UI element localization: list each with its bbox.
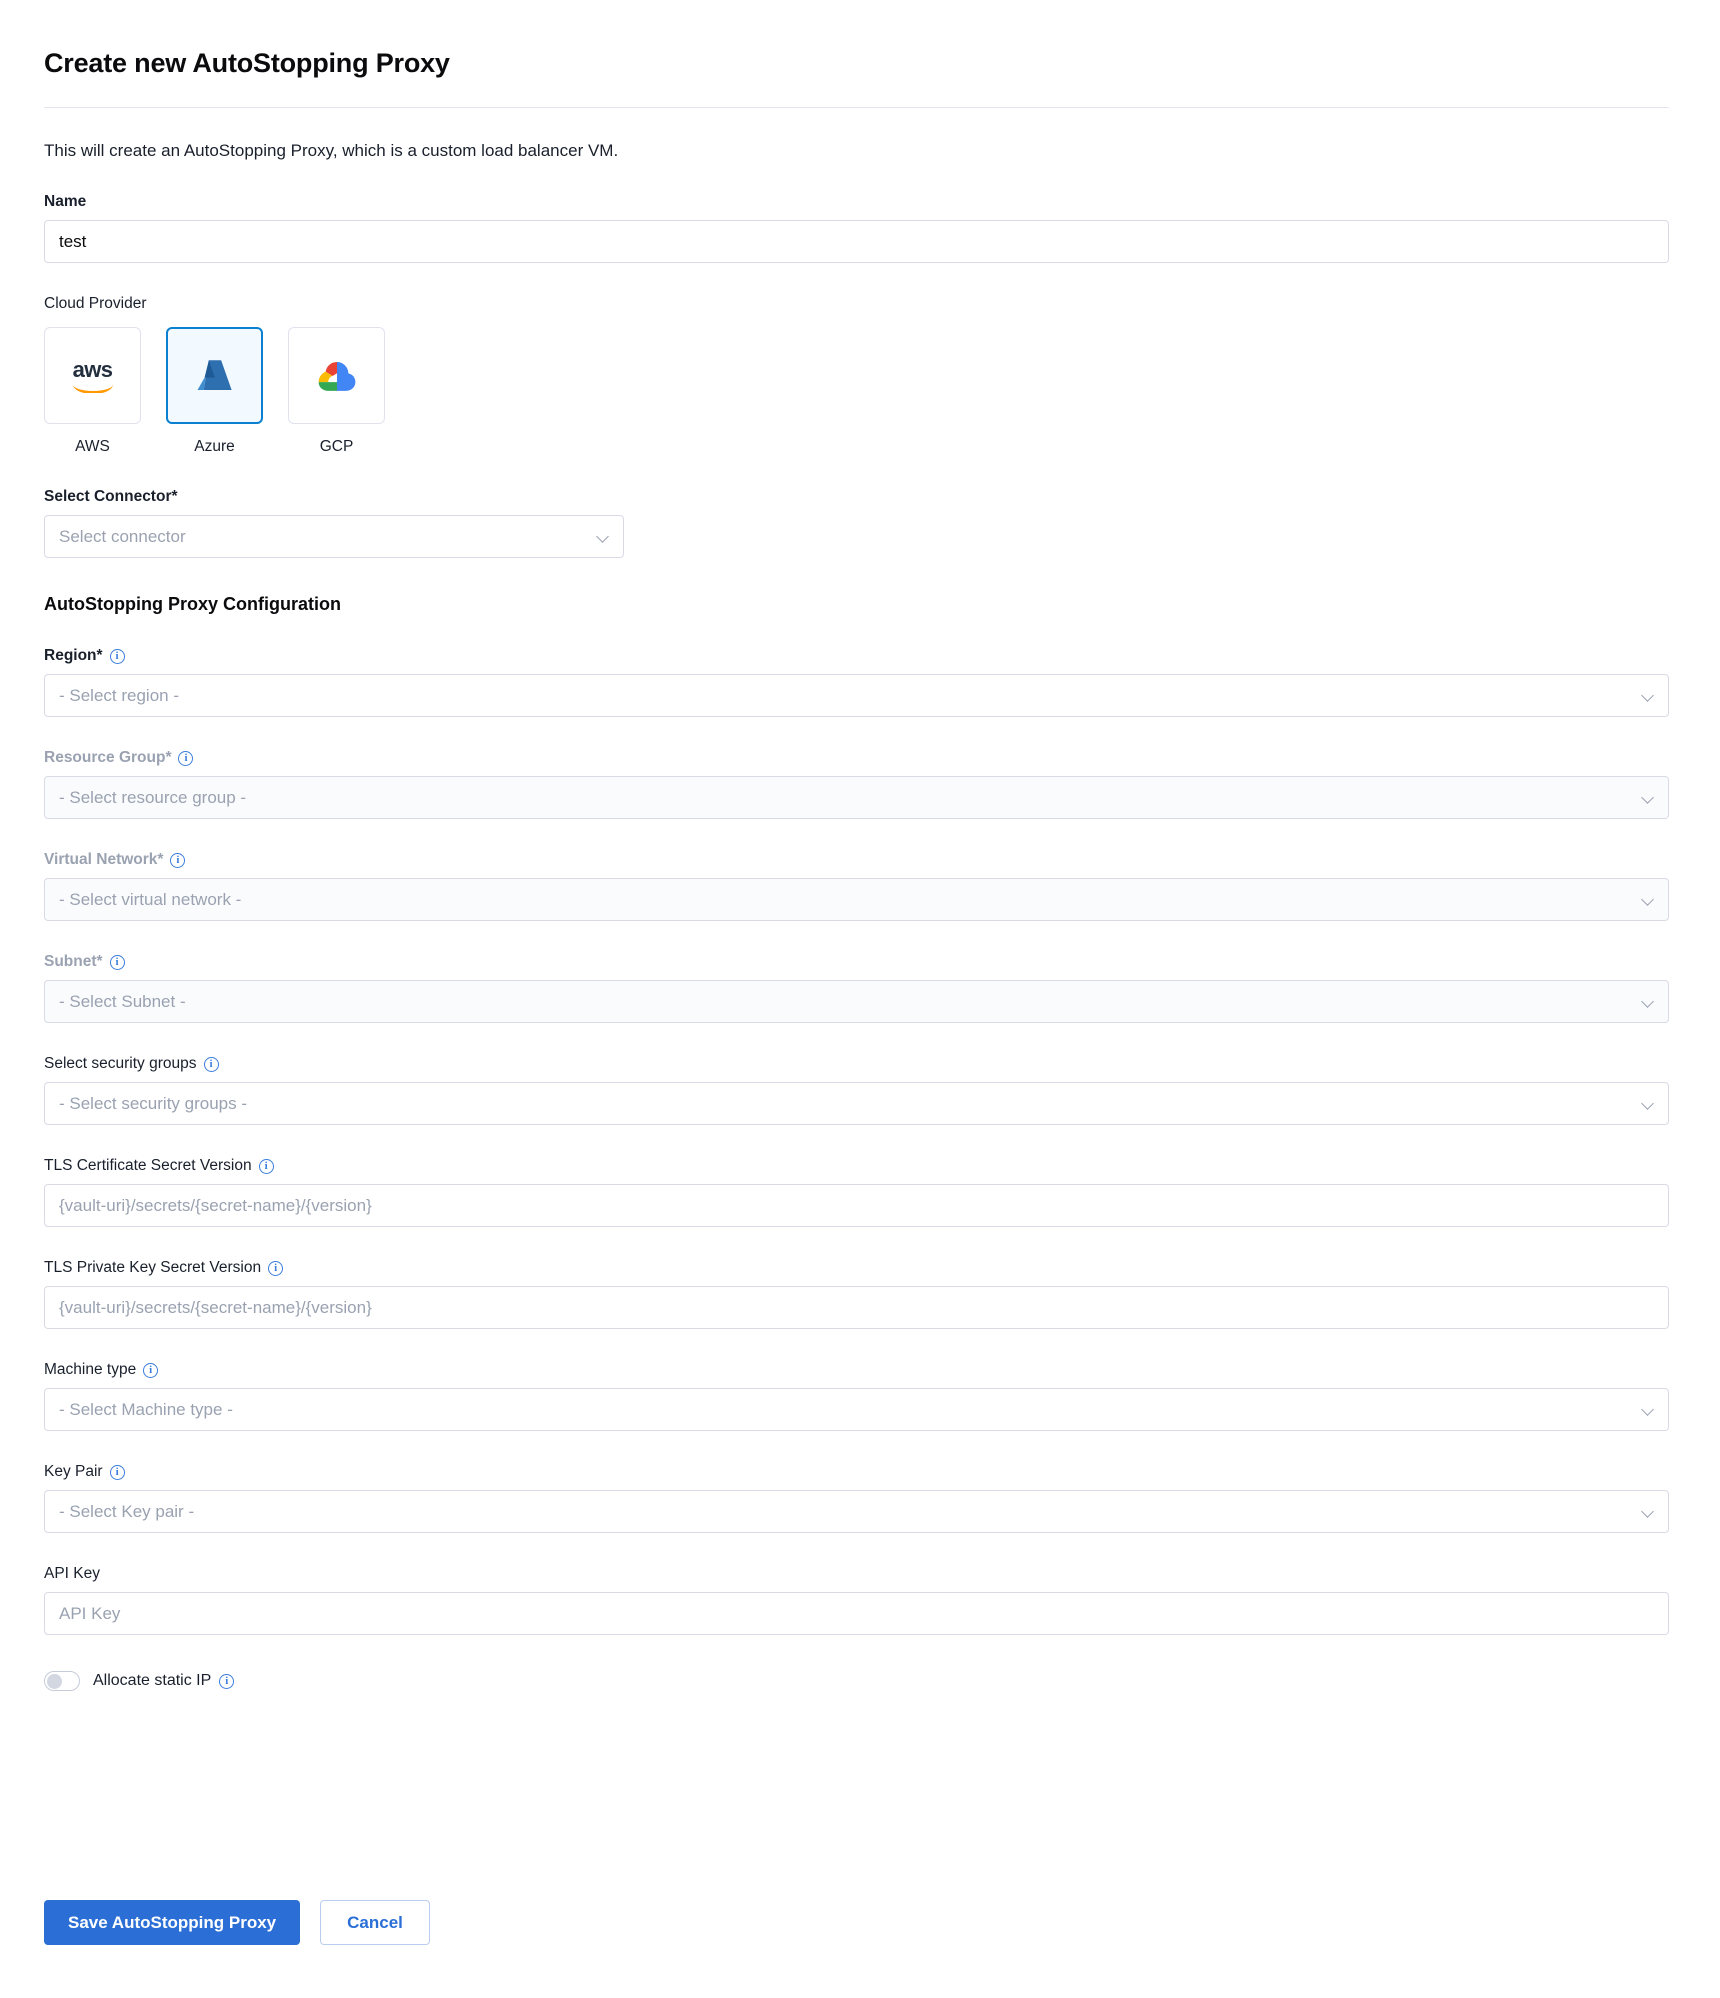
info-icon[interactable]: [170, 853, 185, 868]
machine-type-select[interactable]: [44, 1388, 1669, 1431]
name-input[interactable]: [44, 220, 1669, 263]
title-divider: [44, 107, 1669, 108]
subnet-label: [44, 953, 1676, 971]
toggle-knob: [47, 1674, 62, 1689]
resource-group-label-text: Resource Group*: [44, 749, 172, 766]
tls-certificate-label-text: TLS Certificate Secret Version: [44, 1157, 252, 1174]
name-label-text: Name: [44, 193, 87, 210]
subnet-label-text: Subnet*: [44, 953, 103, 970]
api-key-input[interactable]: [44, 1592, 1669, 1635]
key-pair-label: [44, 1463, 1676, 1481]
info-icon[interactable]: [110, 955, 125, 970]
dialog-footer: [44, 1900, 430, 1945]
gcp-logo-icon: [316, 358, 358, 394]
key-pair-select-value: - Select Key pair -: [59, 1501, 195, 1521]
provider-box-azure[interactable]: [166, 327, 263, 424]
security-groups-label-text: Select security groups: [44, 1055, 197, 1072]
azure-logo-icon: [194, 355, 236, 397]
security-groups-select[interactable]: [44, 1082, 1669, 1125]
info-icon[interactable]: [219, 1674, 234, 1689]
chevron-down-icon: [1642, 995, 1655, 1008]
info-icon[interactable]: [268, 1261, 283, 1276]
resource-group-select-value: - Select resource group -: [59, 787, 247, 807]
provider-label-aws: AWS: [75, 438, 110, 455]
name-label: [44, 193, 1676, 211]
resource-group-label: [44, 749, 1676, 767]
api-key-label: [44, 1565, 1676, 1583]
machine-type-select-value: - Select Machine type -: [59, 1399, 233, 1419]
provider-label-gcp: GCP: [319, 438, 354, 455]
tls-certificate-input[interactable]: [44, 1184, 1669, 1227]
info-icon[interactable]: [204, 1057, 219, 1072]
chevron-down-icon: [1642, 1097, 1655, 1110]
provider-option-gcp[interactable]: [288, 327, 385, 456]
dialog-description: This will create an AutoStopping Proxy, which is a custom load balancer VM.: [44, 141, 619, 160]
tls-certificate-label: [44, 1157, 1676, 1175]
allocate-static-ip-row: [44, 1671, 1676, 1691]
virtual-network-select[interactable]: [44, 878, 1669, 921]
cloud-provider-options: [44, 327, 1676, 456]
info-icon[interactable]: [259, 1159, 274, 1174]
api-key-label-text: API Key: [44, 1565, 100, 1582]
chevron-down-icon: [1642, 893, 1655, 906]
region-select[interactable]: [44, 674, 1669, 717]
region-select-value: - Select region -: [59, 685, 179, 705]
info-icon[interactable]: [143, 1363, 158, 1378]
chevron-down-icon: [1642, 689, 1655, 702]
provider-box-gcp[interactable]: [288, 327, 385, 424]
resource-group-select[interactable]: [44, 776, 1669, 819]
chevron-down-icon: [1642, 1505, 1655, 1518]
connector-select-value: Select connector: [59, 526, 186, 546]
subnet-select-value: - Select Subnet -: [59, 991, 186, 1011]
region-label: [44, 647, 1676, 665]
cancel-button[interactable]: Cancel: [320, 1900, 430, 1945]
cloud-provider-label-text: Cloud Provider: [44, 295, 147, 312]
virtual-network-select-value: - Select virtual network -: [59, 889, 242, 909]
chevron-down-icon: [1642, 791, 1655, 804]
config-section-heading: AutoStopping Proxy Configuration: [44, 594, 341, 614]
allocate-static-ip-label: [93, 1672, 234, 1690]
provider-option-azure[interactable]: [166, 327, 263, 456]
security-groups-label: [44, 1055, 1676, 1073]
aws-logo-icon: aws: [73, 359, 113, 393]
machine-type-label-text: Machine type: [44, 1361, 137, 1378]
provider-option-aws[interactable]: [44, 327, 141, 456]
tls-private-key-input[interactable]: [44, 1286, 1669, 1329]
provider-label-azure: Azure: [194, 438, 235, 455]
cloud-provider-label: [44, 295, 1676, 313]
info-icon[interactable]: [178, 751, 193, 766]
chevron-down-icon: [1642, 1403, 1655, 1416]
provider-box-aws[interactable]: [44, 327, 141, 424]
tls-private-key-label-text: TLS Private Key Secret Version: [44, 1259, 262, 1276]
machine-type-label: [44, 1361, 1676, 1379]
connector-label-text: Select Connector*: [44, 488, 178, 505]
chevron-down-icon: [597, 530, 610, 543]
key-pair-select[interactable]: [44, 1490, 1669, 1533]
page-title: Create new AutoStopping Proxy: [44, 48, 450, 78]
virtual-network-label: [44, 851, 1676, 869]
subnet-select[interactable]: [44, 980, 1669, 1023]
region-label-text: Region*: [44, 647, 103, 664]
allocate-static-ip-label-text: Allocate static IP: [93, 1672, 212, 1689]
tls-private-key-label: [44, 1259, 1676, 1277]
allocate-static-ip-toggle[interactable]: [44, 1671, 80, 1691]
security-groups-select-value: - Select security groups -: [59, 1093, 248, 1113]
info-icon[interactable]: [110, 649, 125, 664]
connector-label: [44, 488, 1676, 506]
virtual-network-label-text: Virtual Network*: [44, 851, 164, 868]
connector-select[interactable]: [44, 515, 624, 558]
key-pair-label-text: Key Pair: [44, 1463, 103, 1480]
info-icon[interactable]: [110, 1465, 125, 1480]
save-button[interactable]: Save AutoStopping Proxy: [44, 1900, 300, 1945]
